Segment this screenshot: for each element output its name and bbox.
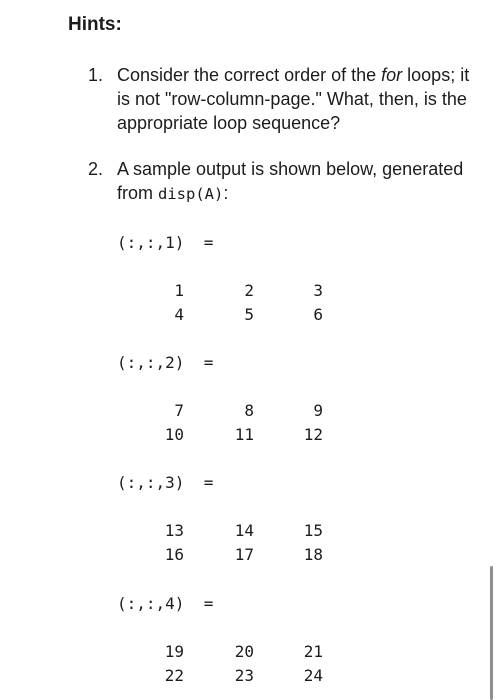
page-label: (:,:,3) = — [117, 473, 214, 492]
matrix-cell: 1 — [174, 281, 184, 300]
matrix-cell: 4 — [174, 305, 184, 324]
matrix-cell: 12 — [303, 425, 323, 444]
hint-text-before: Consider the correct order of the — [117, 65, 382, 85]
matrix-cell: 14 — [234, 521, 254, 540]
matrix-cell: 11 — [234, 425, 254, 444]
matrix-row — [0, 640, 498, 664]
vertical-scrollbar[interactable] — [490, 566, 493, 700]
hint-item-2 — [88, 157, 488, 217]
matrix-row — [0, 279, 498, 303]
hint-emphasis: for — [381, 65, 403, 85]
matrix-cell: 18 — [303, 545, 323, 564]
hint-number: 2. — [88, 159, 104, 179]
matrix-cell: 22 — [164, 666, 184, 685]
matrix-cell: 15 — [303, 521, 323, 540]
hint-text-after: : — [223, 183, 229, 203]
matrix-row — [0, 423, 498, 447]
hint-text — [117, 157, 487, 206]
hint-text — [117, 63, 487, 135]
matrix-cell: 23 — [234, 666, 254, 685]
page-label: (:,:,2) = — [117, 353, 214, 372]
matrix-cell: 16 — [164, 545, 184, 564]
hint-number: 1. — [88, 65, 104, 85]
matrix-cell: 17 — [234, 545, 254, 564]
matrix-cell: 21 — [303, 642, 323, 661]
matrix-row — [0, 303, 498, 327]
matrix-row — [0, 399, 498, 423]
matrix-cell: 9 — [313, 401, 323, 420]
hint-text-before: A sample output is shown below, generated from — [117, 159, 464, 203]
matrix-row — [0, 519, 498, 543]
matrix-cell: 6 — [313, 305, 323, 324]
matrix-row — [0, 664, 498, 688]
hint-text-after: loops; it is not "row-column-page." What, then, is the appropriate loop sequence? — [117, 65, 470, 133]
matrix-cell: 2 — [244, 281, 254, 300]
matrix-cell: 5 — [244, 305, 254, 324]
matrix-cell: 7 — [174, 401, 184, 420]
inline-code: disp(A) — [158, 185, 224, 203]
matrix-cell: 24 — [303, 666, 323, 685]
matrix-cell: 20 — [234, 642, 254, 661]
matrix-cell: 3 — [313, 281, 323, 300]
matrix-cell: 10 — [164, 425, 184, 444]
matrix-cell: 19 — [164, 642, 184, 661]
matrix-cell: 8 — [244, 401, 254, 420]
page-label: (:,:,4) = — [117, 594, 214, 613]
matrix-cell: 13 — [164, 521, 184, 540]
hints-heading: Hints: — [68, 14, 122, 35]
hint-item-1 — [88, 63, 488, 143]
page-label: (:,:,1) = — [117, 233, 214, 252]
matrix-row — [0, 543, 498, 567]
